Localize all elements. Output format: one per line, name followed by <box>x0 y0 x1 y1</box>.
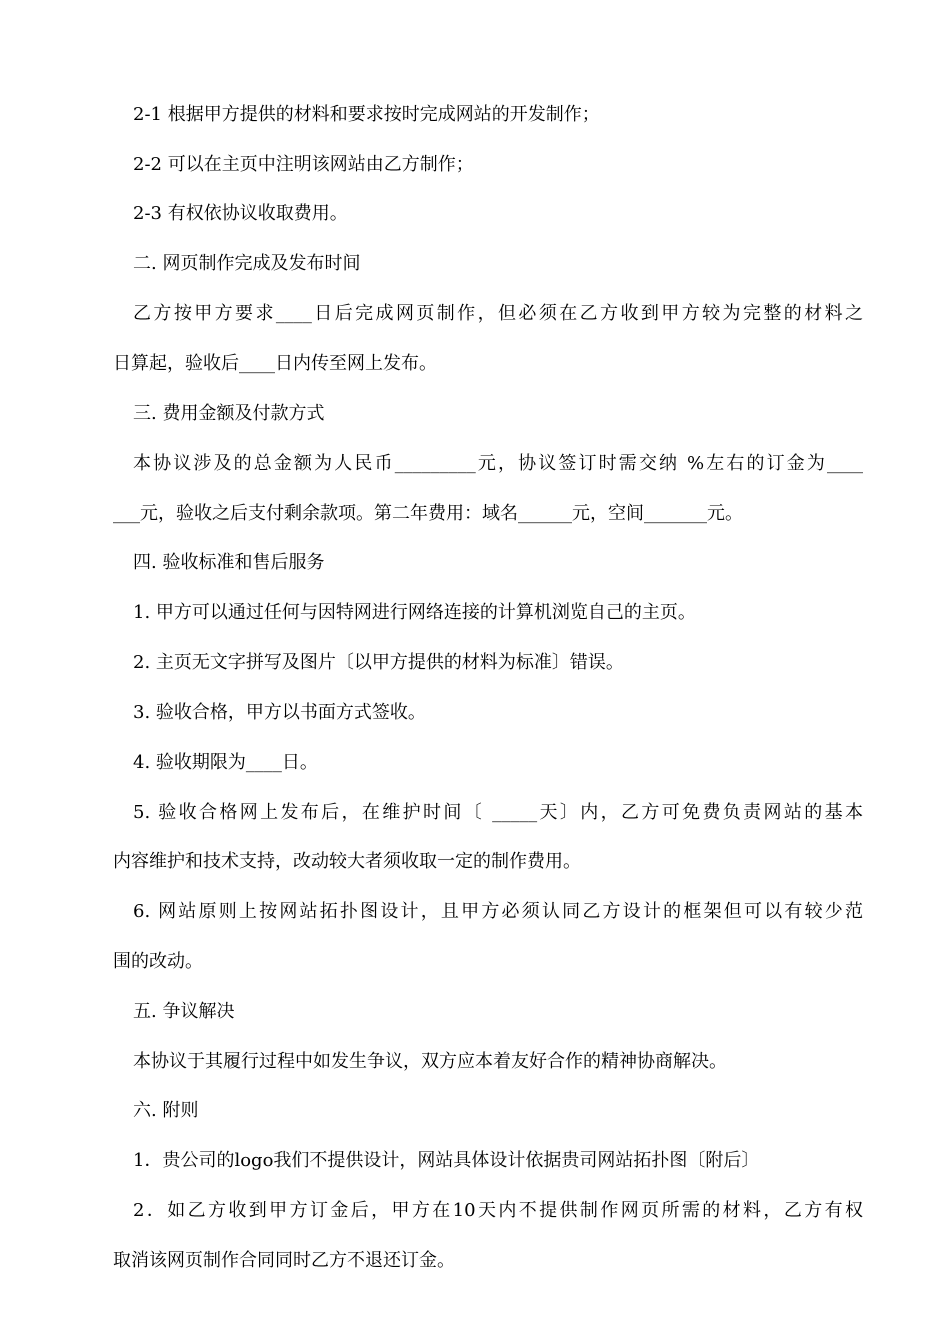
paragraph-line: 乙方按甲方要求____日后完成网页制作，但必须在乙方收到甲方较为完整的材料之 <box>133 303 863 324</box>
clause-2-3: 2-3 有权依协议收取费用。 <box>133 203 348 224</box>
section-heading-3: 三. 费用金额及付款方式 <box>133 403 325 424</box>
list-item: 2. 主页无文字拼写及图片〔以甲方提供的材料为标准〕错误。 <box>133 652 624 673</box>
section-heading-5: 五. 争议解决 <box>133 1001 235 1022</box>
section-heading-4: 四. 验收标准和售后服务 <box>133 552 325 573</box>
clause-2-2: 2-2 可以在主页中注明该网站由乙方制作； <box>133 154 474 175</box>
list-item-continuation: 围的改动。 <box>113 951 203 972</box>
list-item: 6. 网站原则上按网站拓扑图设计，且甲方必须认同乙方设计的框架但可以有较少范 <box>133 901 863 922</box>
paragraph-line: 本协议于其履行过程中如发生争议，双方应本着友好合作的精神协商解决。 <box>133 1051 727 1072</box>
list-item: 3. 验收合格，甲方以书面方式签收。 <box>133 702 426 723</box>
clause-2-1: 2-1 根据甲方提供的材料和要求按时完成网站的开发制作； <box>133 104 600 125</box>
section-heading-2: 二. 网页制作完成及发布时间 <box>133 253 361 274</box>
paragraph-line: 日算起，验收后____日内传至网上发布。 <box>113 353 437 374</box>
list-item-continuation: 取消该网页制作合同同时乙方不退还订金。 <box>113 1250 455 1271</box>
paragraph-line: 本协议涉及的总金额为人民币_________元，协议签订时需交纳 %左右的订金为____ <box>133 453 863 474</box>
list-item: 1. 甲方可以通过任何与因特网进行网络连接的计算机浏览自己的主页。 <box>133 602 696 623</box>
list-item: 4. 验收期限为____日。 <box>133 752 318 773</box>
paragraph-line: ___元，验收之后支付剩余款项。第二年费用：域名______元，空间_______元。 <box>113 503 743 524</box>
list-item-continuation: 内容维护和技术支持，改动较大者须收取一定的制作费用。 <box>113 851 581 872</box>
list-item: 1．贵公司的logo我们不提供设计，网站具体设计依据贵司网站拓扑图〔附后〕 <box>133 1150 760 1171</box>
list-item: 2．如乙方收到甲方订金后，甲方在10天内不提供制作网页所需的材料，乙方有权 <box>133 1200 863 1221</box>
list-item: 5. 验收合格网上发布后，在维护时间〔 _____天〕内，乙方可免费负责网站的基本 <box>133 802 863 823</box>
section-heading-6: 六. 附则 <box>133 1100 199 1121</box>
